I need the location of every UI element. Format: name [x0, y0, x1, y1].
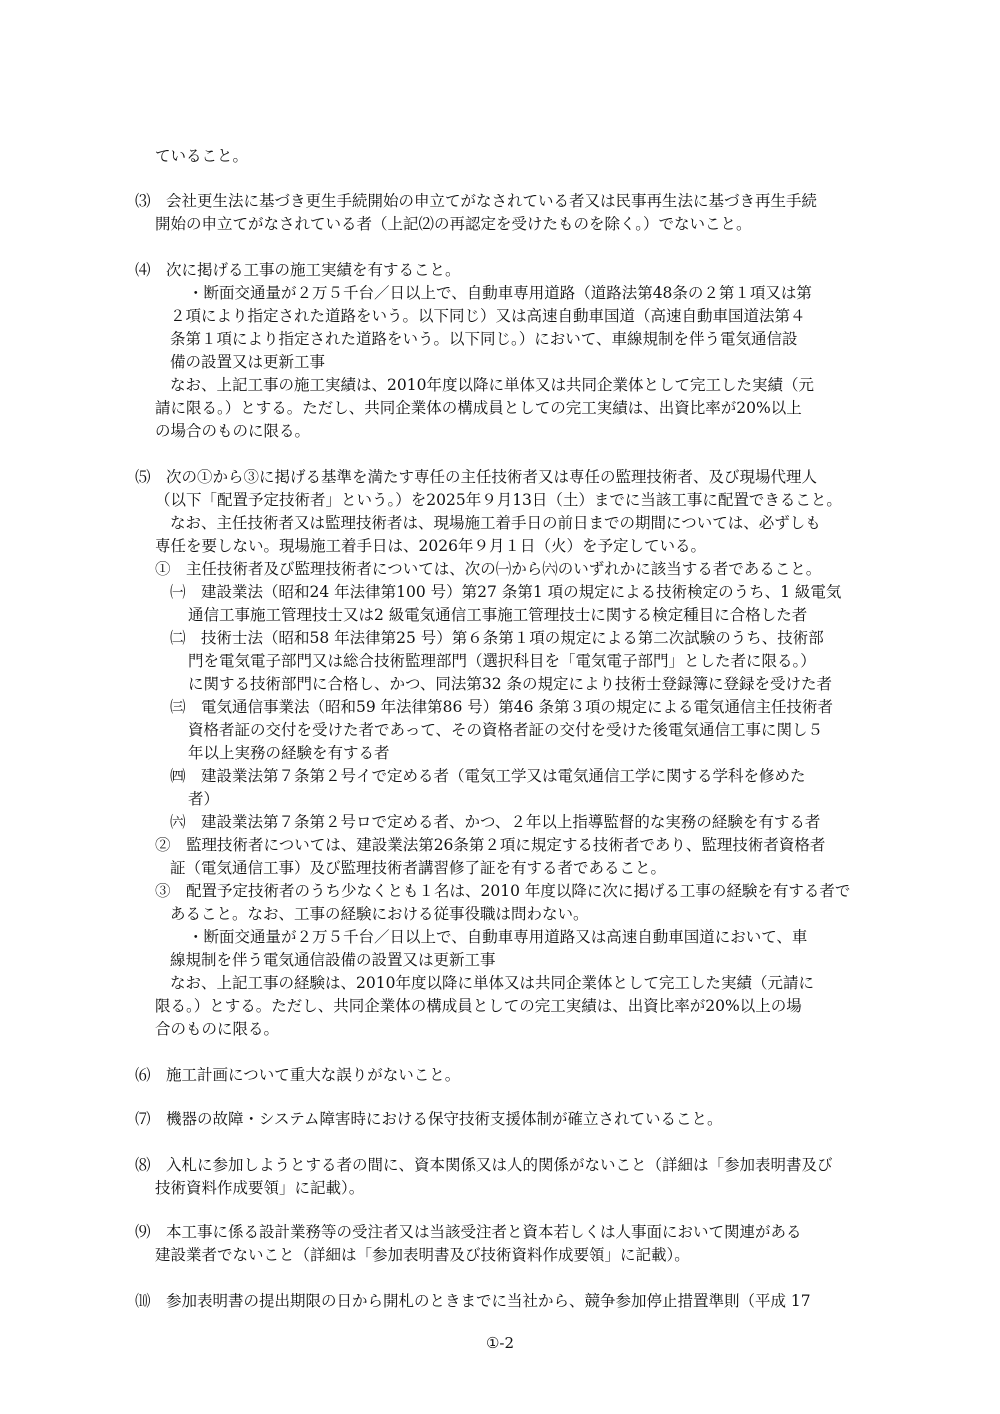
text-line: 技術資料作成要領」に記載）。 [155, 1179, 365, 1197]
text-line: なお、主任技術者又は監理技術者は、現場施工着手日の前日までの期間については、必ずしも [170, 514, 821, 532]
text-line: 年以上実務の経験を有する者 [188, 744, 390, 762]
text-line: 資格者証の交付を受けた者であって、その資格者証の交付を受けた後電気通信工事に関し５ [188, 721, 824, 739]
sub-item-2: ② 監理技術者については、建設業法第26条第２項に規定する技術者であり、監理技術者資格者 [155, 836, 826, 854]
text-line: なお、上記工事の施工実績は、2010年度以降に単体又は共同企業体として完工した実績（元 [170, 376, 814, 394]
text-line: 限る。）とする。ただし、共同企業体の構成員としての完工実績は、出資比率が20%以上の場 [155, 997, 802, 1015]
text-line: 請に限る。）とする。ただし、共同企業体の構成員としての完工実績は、出資比率が20%以上 [155, 399, 802, 417]
text-line: に関する技術部門に合格し、かつ、同法第32 条の規定により技術士登録簿に登録を受けた者 [188, 675, 833, 693]
sub-item-3: ③ 配置予定技術者のうち少なくとも１名は、2010 年度以降に次に掲げる工事の経験を有する者で [155, 882, 851, 900]
sub-item-c: ㈢ 電気通信事業法（昭和59 年法律第86 号）第46 条第３項の規定による電気通信主任技術者 [170, 698, 833, 716]
page-number: ①-2 [485, 1334, 515, 1352]
sub-item-b: ㈡ 技術士法（昭和58 年法律第25 号）第６条第１項の規定による第二次試験のうち、技術部 [170, 629, 824, 647]
text-line: ・断面交通量が２万５千台／日以上で、自動車専用道路又は高速自動車国道において、車 [188, 928, 808, 946]
item-10-heading: ⑽ 参加表明書の提出期限の日から開札のときまでに当社から、競争参加停止措置準則（平成 17 [135, 1292, 811, 1310]
text-line: 開始の申立てがなされている者（上記⑵の再認定を受けたものを除く。）でないこと。 [155, 215, 752, 233]
item-6-heading: ⑹ 施工計画について重大な誤りがないこと。 [135, 1066, 461, 1084]
sub-item-e: ㈥ 建設業法第７条第２号ロで定める者、かつ、２年以上指導監督的な実務の経験を有する者 [170, 813, 821, 831]
text-line: （以下「配置予定技術者」という。）を2025年９月13日（土）までに当該工事に配置できること。 [155, 491, 842, 509]
text-line: 備の設置又は更新工事 [170, 353, 326, 371]
item-8-heading: ⑻ 入札に参加しようとする者の間に、資本関係又は人的関係がないこと（詳細は「参加表明書及び [135, 1156, 833, 1174]
text-line: なお、上記工事の経験は、2010年度以降に単体又は共同企業体として完工した実績（元請に [170, 974, 814, 992]
text-line: ていること。 [155, 147, 249, 165]
item-5-heading: ⑸ 次の①から③に掲げる基準を満たす専任の主任技術者又は専任の監理技術者、及び現場代理人 [135, 468, 818, 486]
text-line: の場合のものに限る。 [155, 422, 311, 440]
text-line: 者） [188, 790, 220, 808]
sub-item-1: ① 主任技術者及び監理技術者については、次の㈠から㈥のいずれかに該当する者であること。 [155, 560, 822, 578]
item-7-heading: ⑺ 機器の故障・システム障害時における保守技術支援体制が確立されていること。 [135, 1110, 723, 1128]
sub-item-a: ㈠ 建設業法（昭和24 年法律第100 号）第27 条第1 項の規定による技術検定のうち、1 級電気 [170, 583, 842, 601]
item-9-heading: ⑼ 本工事に係る設計業務等の受注者又は当該受注者と資本若しくは人事面において関連がある [135, 1223, 802, 1241]
text-line: 建設業者でないこと（詳細は「参加表明書及び技術資料作成要領」に記載）。 [155, 1246, 690, 1264]
text-line: ２項により指定された道路をいう。以下同じ）又は高速自動車国道（高速自動車国道法第４ [170, 307, 806, 325]
sub-item-d: ㈣ 建設業法第７条第２号イで定める者（電気工学又は電気通信工学に関する学科を修めた [170, 767, 806, 785]
item-3-heading: ⑶ 会社更生法に基づき更生手続開始の申立てがなされている者又は民事再生法に基づき再生手続 [135, 192, 818, 210]
text-line: ・断面交通量が２万５千台／日以上で、自動車専用道路（道路法第48条の２第１項又は第 [188, 284, 812, 302]
text-line: 条第１項により指定された道路をいう。以下同じ。）において、車線規制を伴う電気通信設 [170, 330, 798, 348]
text-line: 線規制を伴う電気通信設備の設置又は更新工事 [170, 951, 496, 969]
text-line: 専任を要しない。現場施工着手日は、2026年９月１日（火）を予定している。 [155, 537, 706, 555]
text-line: あること。なお、工事の経験における従事役職は問わない。 [170, 905, 589, 923]
item-4-heading: ⑷ 次に掲げる工事の施工実績を有すること。 [135, 261, 461, 279]
text-line: 門を電気電子部門又は総合技術監理部門（選択科目を「電気電子部門」とした者に限る。） [188, 652, 816, 670]
text-line: 合のものに限る。 [155, 1020, 280, 1038]
text-line: 証（電気通信工事）及び監理技術者講習修了証を有する者であること。 [170, 859, 667, 877]
text-line: 通信工事施工管理技士又は2 級電気通信工事施工管理技士に関する検定種目に合格した者 [188, 606, 808, 624]
